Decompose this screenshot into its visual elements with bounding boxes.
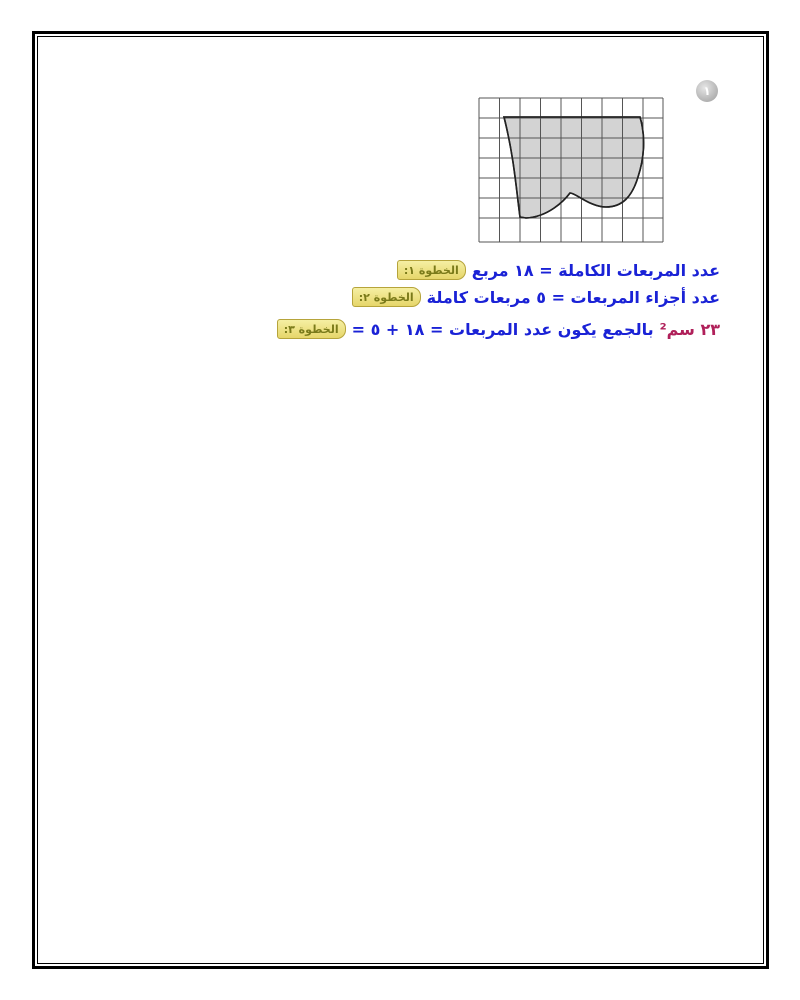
step-row-2 [352,284,720,310]
question-number-badge [696,80,718,102]
step-row-1 [397,257,720,283]
grid-figure [478,97,664,247]
step-3-text: بالجمع يكون عدد المربعات = ١٨ + ٥ = [351,319,654,339]
step-1-text: عدد المربعات الكاملة = ١٨ مربع [471,260,720,280]
question-number: ١ [703,84,711,98]
step-row-3 [277,316,720,342]
step-3-result: ٢٣ سم² [659,319,720,339]
step-3-badge: الخطوة ٣: [277,319,346,339]
step-2-badge: الخطوة ٢: [352,287,421,307]
grid-shape-svg [478,97,664,243]
step-2-text: عدد أجزاء المربعات = ٥ مربعات كاملة [426,287,720,307]
step-1-badge: الخطوة ١: [397,260,466,280]
